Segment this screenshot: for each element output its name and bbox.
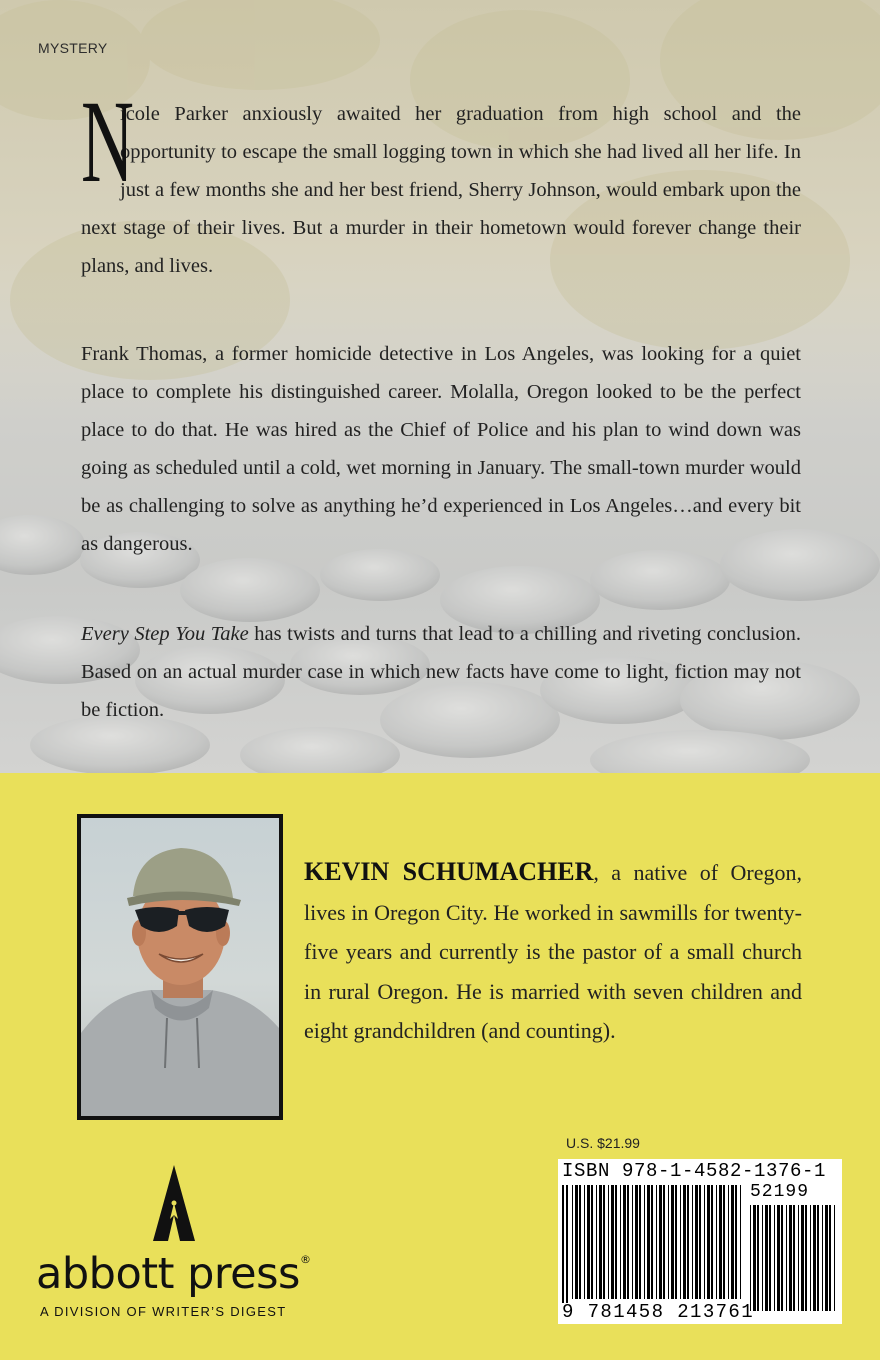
book-title-italic: Every Step You Take bbox=[81, 623, 249, 645]
publisher-tagline: A DIVISION OF WRITER’S DIGEST bbox=[40, 1304, 287, 1319]
publisher-logo bbox=[36, 1163, 336, 1323]
publisher-name-text: abbott press bbox=[36, 1249, 300, 1299]
drop-cap: N bbox=[81, 76, 134, 207]
author-photo bbox=[81, 818, 279, 1116]
author-name: KEVIN SCHUMACHER bbox=[304, 857, 594, 886]
ean-digits: 9 781458 213761 bbox=[562, 1301, 755, 1323]
blurb-paragraph-3 bbox=[81, 615, 801, 729]
author-photo-frame bbox=[77, 814, 283, 1120]
price-code: 52199 bbox=[750, 1182, 810, 1202]
author-bio bbox=[304, 852, 802, 1051]
publisher-name bbox=[36, 1249, 310, 1299]
author-bio-text: , a native of Oregon, lives in Oregon City. He worked in sawmills for twenty-five years and currently is the pastor of a small church in rural Oregon. He is married with seven children and eight grandchildren (and counting). bbox=[304, 860, 802, 1043]
pen-nib-icon bbox=[148, 1163, 268, 1243]
blurb-paragraph-3-text: has twists and turns that lead to a chilling and riveting conclusion. Based on an actual murder case in which new facts have come to light, fiction may not be fiction. bbox=[81, 623, 801, 721]
isbn-number: ISBN 978-1-4582-1376-1 bbox=[562, 1160, 827, 1182]
price-label: U.S. $21.99 bbox=[566, 1135, 640, 1151]
blurb-paragraph-2: Frank Thomas, a former homicide detective in Los Angeles, was looking for a quiet place to complete his distinguished career. Molalla, Oregon looked to be the perfect place to do that. He was hired as the Chief of Police and his plan to wind down was going as scheduled until a cold, wet morning in January. The small-town murder would be as challenging to solve as anything he’d experienced in Los Angeles…and every bit as dangerous. bbox=[81, 343, 801, 555]
blurb-paragraph-1-text: icole Parker anxiously awaited her graduation from high school and the opportunity to escape the small logging town in which she had lived all her life. In just a few months she and her best friend, Sherry Johnson, would embark upon the next stage of their lives. But a murder in their hometown would forever change their plans, and lives. bbox=[81, 103, 801, 277]
barcode-bars bbox=[558, 1159, 842, 1324]
registered-mark: ® bbox=[299, 1253, 311, 1266]
isbn-barcode bbox=[558, 1159, 842, 1324]
blurb-paragraph-1 bbox=[81, 76, 801, 285]
author-portrait-illustration bbox=[81, 818, 279, 1116]
genre-label: MYSTERY bbox=[38, 40, 108, 56]
